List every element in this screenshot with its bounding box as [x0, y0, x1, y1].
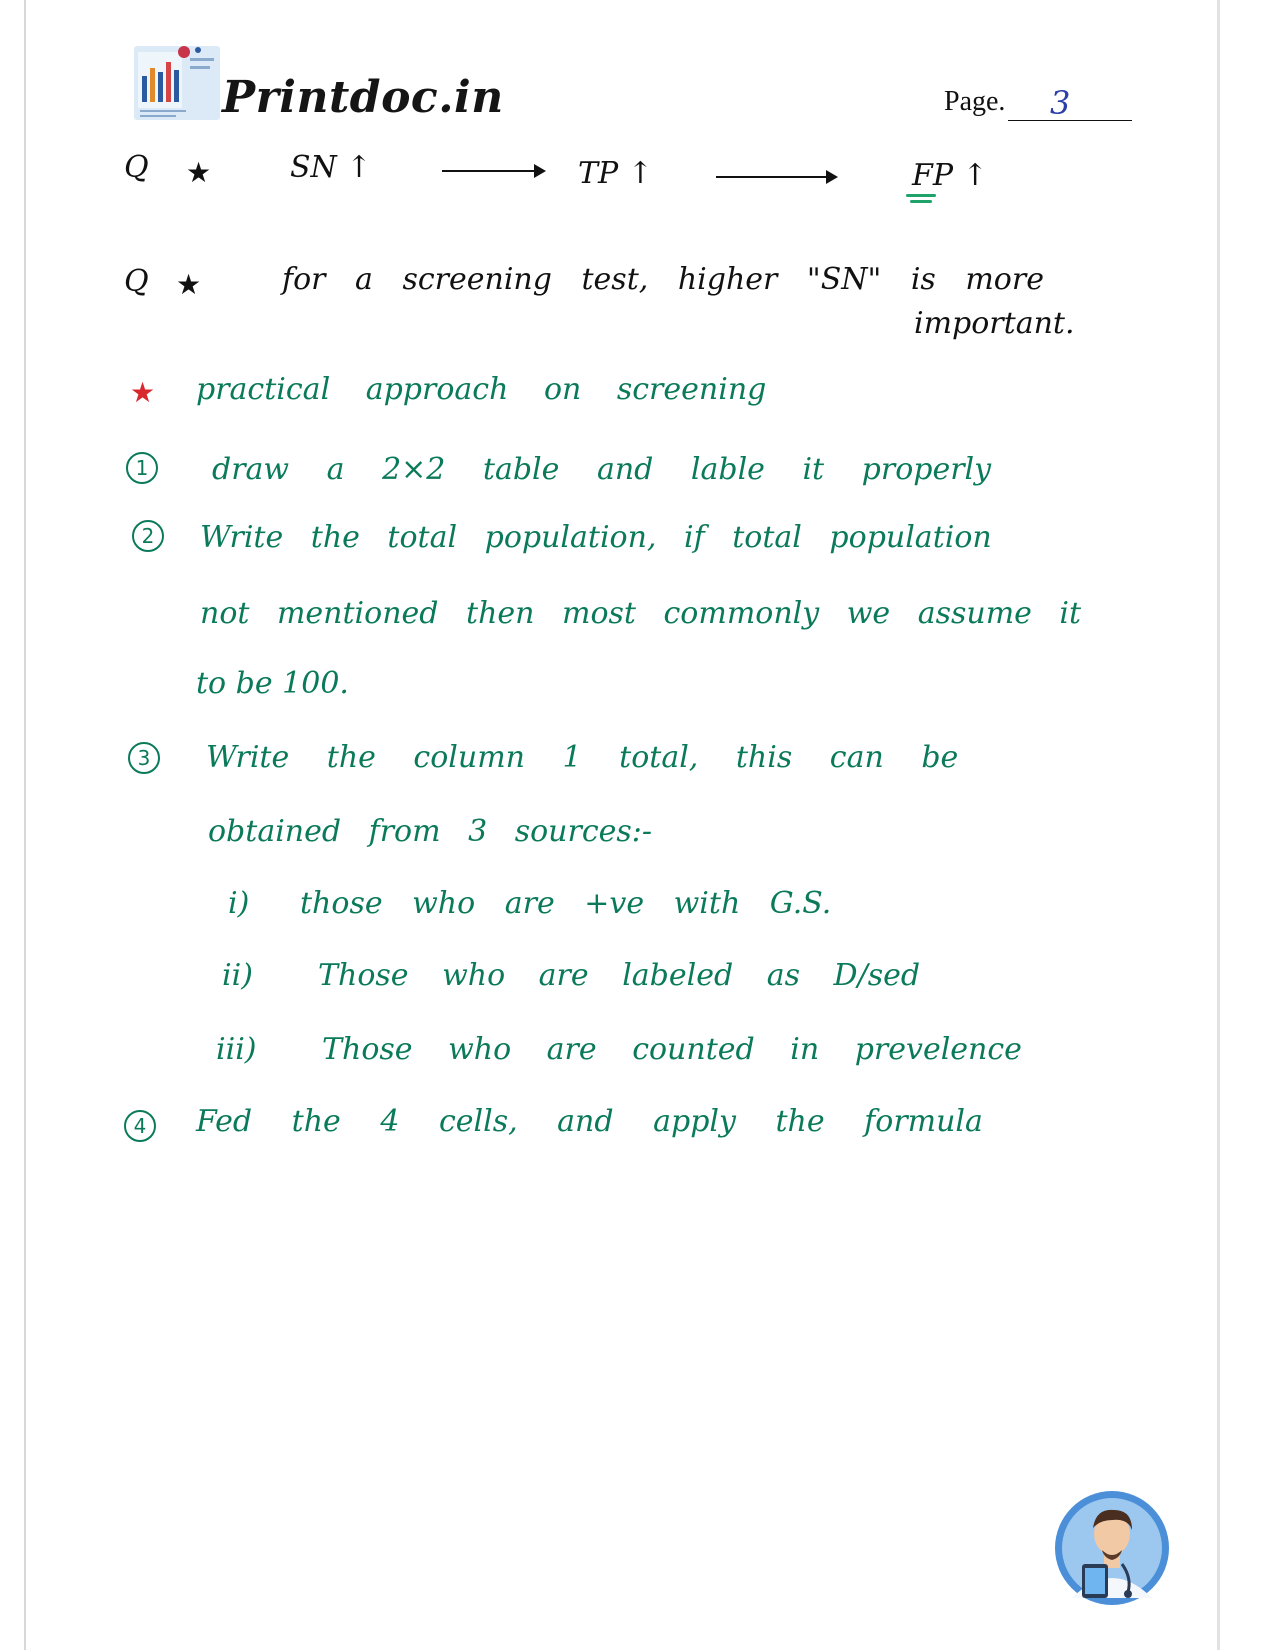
page-number: 3	[1050, 84, 1071, 122]
step-number: 4	[124, 1110, 156, 1142]
step-number: 2	[132, 520, 164, 552]
source-roman: ii)	[222, 958, 253, 993]
source-text: Those who are labeled as D/sed	[318, 958, 921, 993]
star-icon: ★	[186, 156, 212, 189]
sn-up-text: SN ↑	[290, 150, 372, 185]
screening-note-text-2: important.	[914, 306, 1075, 341]
step-4-text: Fed the 4 cells, and apply the formula	[196, 1104, 983, 1139]
fp-underline	[910, 200, 932, 203]
arrow-right-icon	[442, 170, 544, 172]
step-2-text: Write the total population, if total population	[200, 520, 992, 555]
step-2-text: not mentioned then most commonly we assume it	[200, 596, 1082, 631]
screening-note-text: for a screening test, higher "SN" is more	[282, 262, 1044, 297]
source-text: Those who are counted in prevelence	[322, 1032, 1022, 1067]
section-heading: practical approach on screening	[196, 372, 767, 407]
step-number: 1	[126, 452, 158, 484]
step-3-text: obtained from 3 sources:-	[208, 814, 653, 849]
fp-up-text: FP ↑	[912, 158, 988, 193]
arrow-right-icon	[716, 176, 836, 178]
source-roman: iii)	[216, 1032, 257, 1067]
star-icon: ★	[176, 268, 202, 301]
star-icon: ★	[130, 376, 156, 409]
doctor-tablet-icon	[1052, 1488, 1172, 1608]
page-label: Page.	[944, 86, 1006, 117]
step-3-text: Write the column 1 total, this can be	[206, 740, 959, 775]
question-marker: Q	[124, 264, 149, 299]
source-roman: i)	[228, 886, 250, 921]
fp-underline	[906, 194, 936, 197]
step-number: 3	[128, 742, 160, 774]
step-2-text: to be 100.	[196, 666, 349, 701]
tp-up-text: TP ↑	[578, 156, 653, 191]
chart-logo-icon	[132, 42, 226, 126]
brand-title: Printdoc.in	[222, 72, 504, 123]
step-1-text: draw a 2×2 table and lable it properly	[212, 452, 992, 487]
question-marker: Q	[124, 150, 149, 185]
source-text: those who are +ve with G.S.	[300, 886, 832, 921]
